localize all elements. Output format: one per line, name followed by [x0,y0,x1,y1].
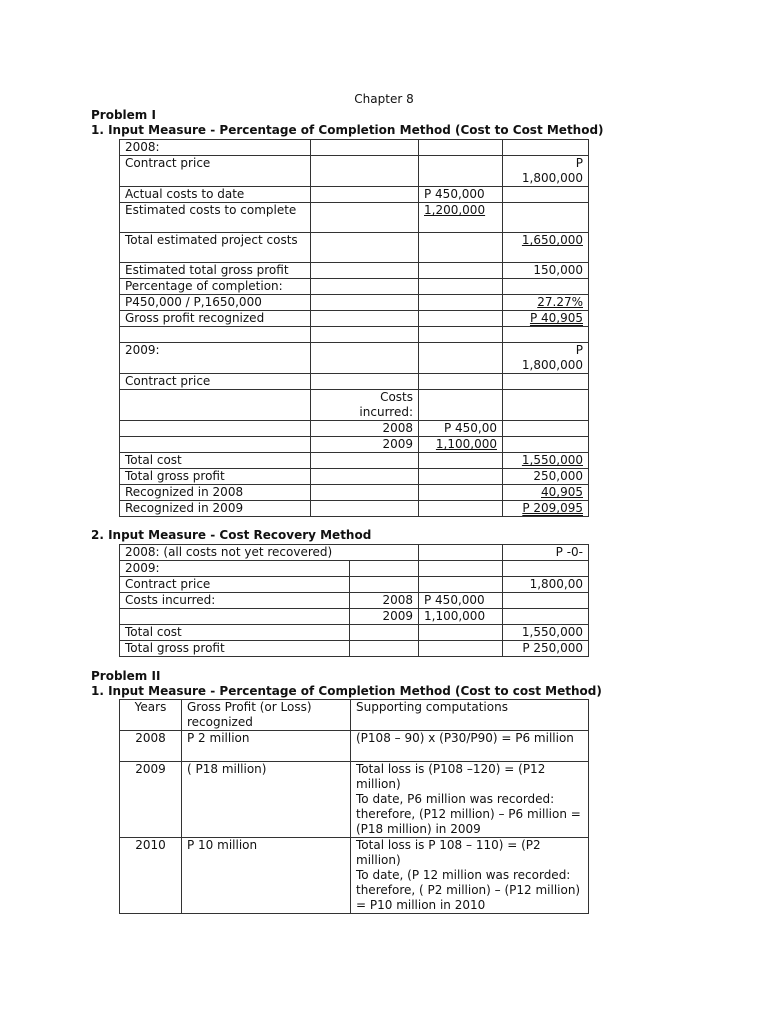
contract-price-label-2: Contract price [120,374,311,390]
problem2-heading: Problem II [91,669,161,683]
cr-year-2009-value: 1,100,000 [419,609,503,625]
contract-price-value: P 1,800,000 [503,156,589,187]
cr-year-2009: 2009 [350,609,419,625]
est-gp-label: Estimated total gross profit [120,263,311,279]
poc-table-problem1 [119,139,589,517]
pct-value: 27.27% [503,295,589,311]
row-year: 2009 [120,762,182,838]
rec2008-label: Recognized in 2008 [120,485,311,501]
chapter-title: Chapter 8 [354,92,414,106]
rec2009-label: Recognized in 2009 [120,501,311,517]
cr-2009-label: 2009: [120,561,350,577]
col-years: Years [120,700,182,731]
est-costs-value: 1,200,000 [419,203,503,233]
total-gp-label: Total gross profit [120,469,311,485]
year-2008: 2008 [311,421,419,437]
cr-contract-price-label: Contract price [120,577,350,593]
col-computations: Supporting computations [351,700,589,731]
table-row [120,838,589,914]
row-gross-profit: P 10 million [182,838,351,914]
problem1-heading: Problem I [91,108,156,122]
row-computation: (P108 – 90) x (P30/P90) = P6 million [351,731,589,762]
pct-formula: P450,000 / P,1650,000 [120,295,311,311]
total-est-value: 1,650,000 [503,233,589,263]
cost-recovery-table [119,544,589,657]
row-gross-profit: P 2 million [182,731,351,762]
row-year: 2008 [120,731,182,762]
cell-2009: 2009: [120,343,311,374]
rec2009-value: P 209,095 [503,501,589,517]
cr-total-gp-value: P 250,000 [503,641,589,657]
rec2008-value: 40,905 [503,485,589,501]
cr-total-gp-label: Total gross profit [120,641,350,657]
actual-costs-label: Actual costs to date [120,187,311,203]
row-computation: Total loss is (P108 –120) = (P12 million) To date, P6 million was recorded: therefore, (P12 million) – P6 million = (P18 million) in 2009 [351,762,589,838]
est-costs-label: Estimated costs to complete [120,203,311,233]
pct-label: Percentage of completion: [120,279,311,295]
year-2009: 2009 [311,437,419,453]
total-est-label: Total estimated project costs [120,233,311,263]
problem2-section1-title: 1. Input Measure - Percentage of Completion Method (Cost to cost Method) [91,684,602,698]
est-gp-value: 150,000 [503,263,589,279]
problem2-table [119,699,589,914]
row-gross-profit: ( P18 million) [182,762,351,838]
total-gp-value: 250,000 [503,469,589,485]
table-row [120,731,589,762]
contract-price-label: Contract price [120,156,311,187]
cr-total-cost-label: Total cost [120,625,350,641]
table-row [120,762,589,838]
problem1-section1-title: 1. Input Measure - Percentage of Completion Method (Cost to Cost Method) [91,123,604,137]
costs-incurred-label: Costs incurred: [311,390,419,421]
cr-total-cost-value: 1,550,000 [503,625,589,641]
cr-year-2008: 2008 [350,593,419,609]
cr-costs-incurred-label: Costs incurred: [120,593,350,609]
cr-2008-label: 2008: (all costs not yet recovered) [120,545,419,561]
cell-2009-value: P 1,800,000 [503,343,589,374]
total-cost-label: Total cost [120,453,311,469]
actual-costs-value: P 450,000 [419,187,503,203]
problem1-section2-title: 2. Input Measure - Cost Recovery Method [91,528,372,542]
cell-2008: 2008: [120,140,311,156]
row-computation: Total loss is P 108 – 110) = (P2 million) To date, (P 12 million was recorded: therefore, ( P2 million) – (P12 million) = P10 million in 2010 [351,838,589,914]
cr-contract-price-value: 1,800,00 [503,577,589,593]
gp-recognized-value: P 40,905 [503,311,589,327]
gp-recognized-label: Gross profit recognized [120,311,311,327]
col-gross-profit: Gross Profit (or Loss) recognized [182,700,351,731]
row-year: 2010 [120,838,182,914]
cr-year-2008-value: P 450,000 [419,593,503,609]
total-cost-value: 1,550,000 [503,453,589,469]
year-2008-value: P 450,00 [419,421,503,437]
cr-2008-value: P -0- [503,545,589,561]
year-2009-value: 1,100,000 [419,437,503,453]
